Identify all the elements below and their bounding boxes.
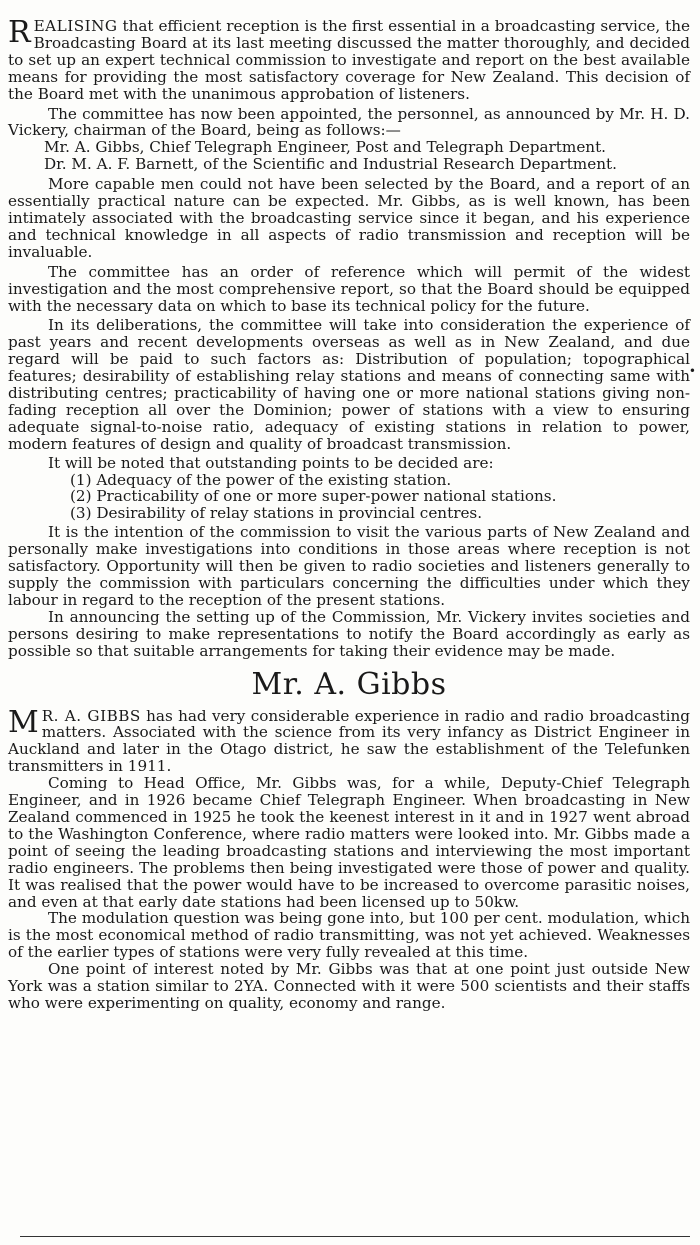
margin-bullet-icon: •	[688, 364, 696, 378]
member-gibbs: Mr. A. Gibbs, Chief Telegraph Engineer, Post and Telegraph Department.	[44, 138, 607, 157]
intro-text: that efficient reception is the first essential in a broadcasting service, the Broadcasting Board at its last meeting discussed the matter thoroughly, and decided to set up an expert technical commission to investigate and report on the best available means for providing the most satisfactory coverage for New Zealand. This decision of the Board met with the unanimous approbation of listeners.	[8, 17, 690, 103]
points-intro: It will be noted that outstanding points to be decided are:	[48, 453, 494, 472]
member-barnett: Dr. M. A. F. Barnett, of the Scientific and Industrial Research Department.	[44, 155, 617, 174]
profile-drop-cap: M	[8, 704, 39, 740]
modulation-paragraph: The modulation question was being gone into, but 100 per cent. modulation, which is the most economical method of radio transmitting, was not yet achieved. Weaknesses of the earlier types of stations were very fully revealed at this time.	[8, 909, 690, 962]
lead-word: EALISING	[33, 17, 118, 35]
new-york-paragraph: One point of interest noted by Mr. Gibbs was that at one point just outside New York was a station similar to 2YA. Connected with it were 500 scientists and their staffs who were experimenting on quality, economy and range.	[8, 960, 690, 1012]
head-office-paragraph: Coming to Head Office, Mr. Gibbs was, for a while, Deputy-Chief Telegraph Engineer, and in 1926 became Chief Telegraph Engineer. When broadcasting in New Zealand commenced in 1925 he took the keenest interest in it and in 1927 went abroad to the Washington Conference, where radio matters were looked into. Mr. Gibbs made a point of seeing the leading broadcasting stations and interviewing the most important radio engineers. The problems then being investigated were those of power and quality. It was realised that the power would have to be increased to overcome parasitic noises, and even at that early date stations had been licensed up to 50kw.	[8, 774, 690, 911]
deliberations-paragraph: In its deliberations, the committee will take into consideration the experience of past years and recent developments overseas as well as in New Zealand, and due regard will be paid to such factors as: Distribution of population; topographical features; desirability of establishing relay stations and means of connecting same with distributing centres; practicability of having one or more national stations giving non-fading reception all over the Dominion; power of stations with a view to ensuring adequate signal-to-noise ratio, adequacy of existing stations in relation to power, modern features of design and quality of broadcast transmission.	[8, 316, 690, 453]
point-2: (2) Practicability of one or more super-power national stations.	[70, 487, 557, 506]
intention-paragraph: It is the intention of the commission to visit the various parts of New Zealand and personally make investigations into conditions in those areas where reception is not satisfactory. Opportunity will then be given to radio societies and listeners generally to supply the commission with particulars concerning the difficulties under which they labour in regard to the reception of the present stations.	[8, 523, 690, 609]
profile-intro-text: has had very considerable experience in radio and radio broadcasting matters. Associated with the science from its very infancy as District Engineer in Auckland and later in the Otago district, he saw the establishment of the Telefunken transmitters in 1911.	[8, 706, 690, 776]
profile-heading: Mr. A. Gibbs	[251, 666, 447, 702]
bottom-rule	[20, 1236, 690, 1237]
capable-men-paragraph: More capable men could not have been selected by the Board, and a report of an essentially practical nature can be expected. Mr. Gibbs, as is well known, has been intimately associated with the broadcasting service since it began, and his experience and technical knowledge in all aspects of radio transmission and reception will be invaluable.	[8, 175, 690, 261]
committee-paragraph: The committee has now been appointed, the personnel, as announced by Mr. H. D. Vickery, chairman of the Board, being as follows:—	[8, 104, 690, 140]
point-1: (1) Adequacy of the power of the existing station.	[70, 470, 452, 489]
drop-cap: R	[8, 15, 31, 50]
announcing-paragraph: In announcing the setting up of the Commission, Mr. Vickery invites societies and persons desiring to make representations to notify the Board accordingly as early as possible so that suitable arrangements for taking their evidence may be made.	[8, 607, 690, 660]
point-3: (3) Desirability of relay stations in provincial centres.	[70, 504, 483, 523]
intro-paragraph	[8, 15, 690, 103]
profile-intro-paragraph	[8, 704, 690, 776]
profile-lead: R. A. GIBBS	[41, 706, 141, 725]
reference-paragraph: The committee has an order of reference which will permit of the widest investigation and the most comprehensive report, so that the Board should be equipped with the necessary data on which to base its technical policy for the future.	[8, 262, 690, 315]
